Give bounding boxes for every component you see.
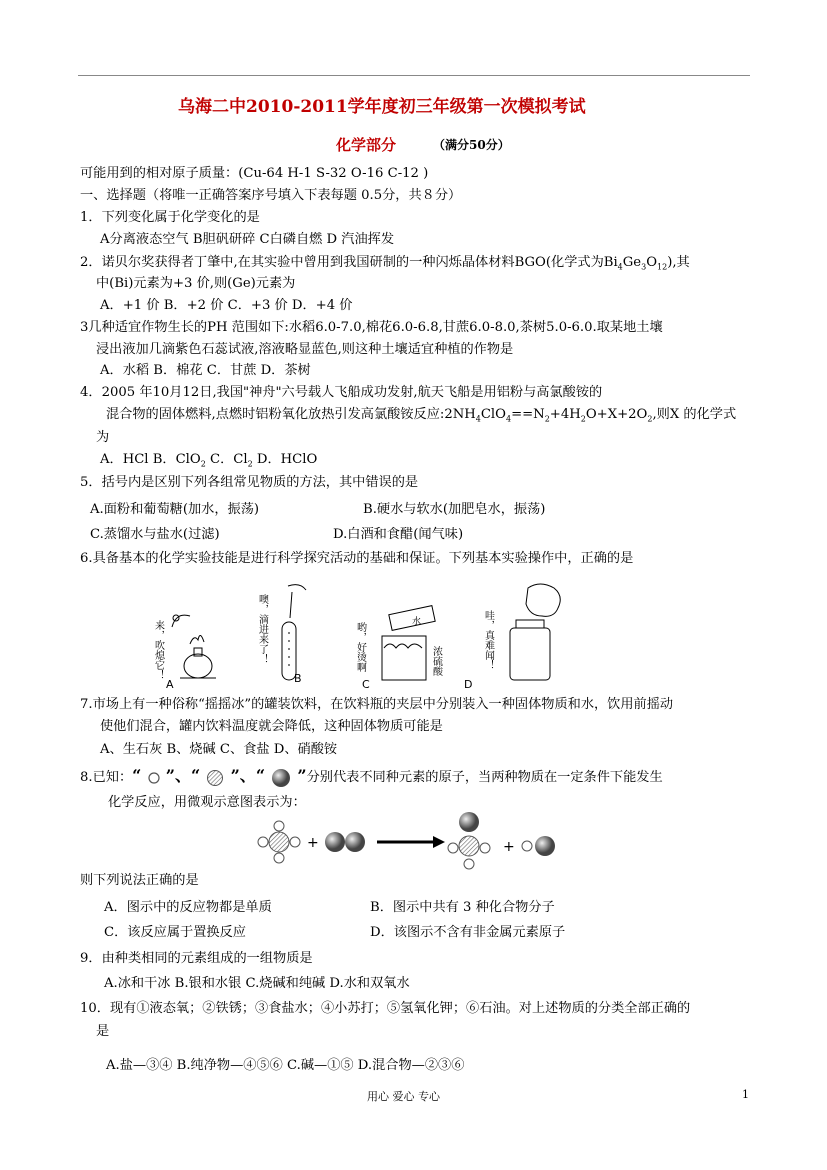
q5-option-a: A.面粉和葡萄糖(加水，振荡) — [90, 502, 260, 517]
q2-stem-line2: 中(Bi)元素为+3 价,则(Ge)元素为 — [96, 276, 296, 291]
q8-option-c: C．该反应属于置换反应 — [104, 925, 246, 940]
gray-atom-icon — [269, 768, 293, 788]
footer-motto: 用心 爱心 专心 — [367, 1090, 440, 1103]
q4-stem-line1: 4．2005 年10月12日,我国"神舟"六号载人飞船成功发射,航天飞船是用铝粉与高氯酸铵的 — [80, 385, 603, 400]
q6-c-speech: 哟，好烫啊 — [354, 622, 366, 672]
q8-option-d: D．该图示不含有非金属元素原子 — [370, 925, 566, 940]
q8-stem-line2: 化学反应，用微观示意图表示为： — [108, 795, 306, 810]
q7-options: A、生石灰 B、烧碱 C、食盐 D、硝酸铵 — [100, 742, 338, 757]
q5-option-b: B.硬水与软水(加肥皂水，振荡) — [363, 502, 546, 517]
q10-stem-line2: 是 — [96, 1024, 110, 1039]
striped-atom-icon — [204, 769, 226, 787]
q9-stem: 9．由种类相同的元素组成的一组物质是 — [80, 951, 313, 966]
q6-a-speech: 来，吹熄它！ — [152, 620, 164, 680]
full-score: （满分50分） — [433, 138, 510, 152]
plus-sign-1: + — [307, 835, 319, 851]
q9-options: A.冰和干冰 B.银和水银 C.烧碱和纯碱 D.水和双氧水 — [104, 976, 410, 991]
experiment-a-blow-lamp-icon — [153, 615, 217, 680]
q4-stem-line3: 为 — [96, 430, 110, 445]
q8-stem-line1: 8.已知：“ ”、“ ”、“ ”分别代表不同种元素的原子，当两种物质在一定条件下能发生 — [80, 766, 663, 788]
q5-option-d: D.白酒和食醋(闻气味) — [333, 527, 464, 542]
q3-options: A．水稻 B．棉花 C．甘蔗 D．茶树 — [100, 363, 311, 378]
q6-c-acid-label: 浓硫酸 — [430, 646, 442, 676]
q6-c-water-label: 水 — [412, 617, 422, 627]
arrow-icon — [377, 836, 445, 848]
reactant-molecule-2-icon — [325, 832, 365, 852]
page-title: 乌海二中2010-2011学年度初三年级第一次模拟考试 — [178, 97, 586, 117]
q6-illustrations — [150, 582, 590, 690]
atomic-masses: 可能用到的相对原子质量：(Cu-64 H-1 S-32 O-16 C-12 ) — [80, 166, 429, 181]
plus-sign-2: + — [503, 839, 515, 855]
q3-stem-line1: 3几种适宜作物生长的PH 范围如下:水稻6.0-7.0,棉花6.0-6.8,甘蔗6.0-8.0,茶树5.0-6.0.取某地土壤 — [80, 320, 663, 335]
white-atom-icon — [146, 771, 162, 785]
header-rule — [78, 75, 750, 76]
q6-label-d: D — [464, 678, 473, 690]
experiment-c-pour-acid-icon — [355, 606, 443, 680]
q8-option-b: B．图示中共有 3 种化合物分子 — [370, 900, 555, 915]
product-molecule-1-icon — [448, 812, 490, 869]
q4-options: A．HCl B．ClO$_2$ C．$Cl_2$ D．HClO — [100, 452, 318, 469]
q6-stem: 6.具备基本的化学实验技能是进行科学探究活动的基础和保证。下列基本实验操作中，正确的是 — [80, 551, 634, 566]
q2-stem-line1: 2．诺贝尔奖获得者丁肇中,在其实验中曾用到我国研制的一种闪烁晶体材料BGO(化学式为$Bi_4Ge_3O_{12}$),其 — [80, 255, 690, 272]
q4-stem-line2: 混合物的固体燃料,点燃时铝粉氧化放热引发高氯酸铵反应$:2NH_4ClO_4==N_2+4H_2O+X+2O_2$,则X 的化学式 — [106, 407, 737, 424]
q10-options: A.盐—③④ B.纯净物—④⑤⑥ C.碱—①⑤ D.混合物—②③⑥ — [106, 1058, 465, 1073]
product-molecule-2-icon — [522, 836, 555, 856]
q8-conclusion: 则下列说法正确的是 — [80, 873, 199, 888]
q8-option-a: A．图示中的反应物都是单质 — [104, 900, 272, 915]
q6-label-b: B — [294, 672, 302, 685]
q6-d-speech: 哇，真难闻！ — [482, 610, 494, 670]
q6-label-a: A — [166, 678, 174, 690]
q7-stem-line2: 使他们混合，罐内饮料温度就会降低，这种固体物质可能是 — [100, 719, 443, 734]
q3-stem-line2: 浸出液加几滴紫色石蕊试液,溶液略显蓝色,则这种土壤适宜种植的作物是 — [96, 342, 514, 357]
q6-label-c: C — [362, 678, 370, 690]
section-heading: 一、选择题（将唯一正确答案序号填入下表每题 0.5分，共８分） — [80, 188, 462, 203]
q5-option-c: C.蒸馏水与盐水(过滤) — [90, 527, 220, 542]
q6-b-speech: 噢，滴进来了！ — [256, 594, 268, 664]
q1-options: A分离液态空气 B胆矾研碎 C白磷自燃 D 汽油挥发 — [100, 232, 395, 247]
page-number: 1 — [742, 1088, 749, 1101]
reactant-molecule-1-icon — [258, 821, 300, 863]
q10-stem-line1: 10．现有①液态氧；②铁锈；③食盐水；④小苏打；⑤氢氧化钾；⑥石油。对上述物质的分类全部正确的 — [80, 1001, 691, 1016]
experiment-d-smell-bottle-icon — [483, 584, 561, 680]
q1-stem: 1．下列变化属于化学变化的是 — [80, 210, 260, 225]
q7-stem-line1: 7.市场上有一种俗称“摇摇冰”的罐装饮料，在饮料瓶的夹层中分别装入一种固体物质和水，饮用前摇动 — [80, 697, 674, 712]
q5-stem: 5．括号内是区别下列各组常见物质的方法，其中错误的是 — [80, 475, 419, 490]
section-subtitle: 化学部分 — [336, 136, 397, 154]
experiment-b-dropper-icon — [257, 585, 307, 680]
q8-reaction-diagram — [255, 810, 575, 872]
q2-options: A．+1 价 B．+2 价 C．+3 价 D．+4 价 — [100, 298, 353, 313]
